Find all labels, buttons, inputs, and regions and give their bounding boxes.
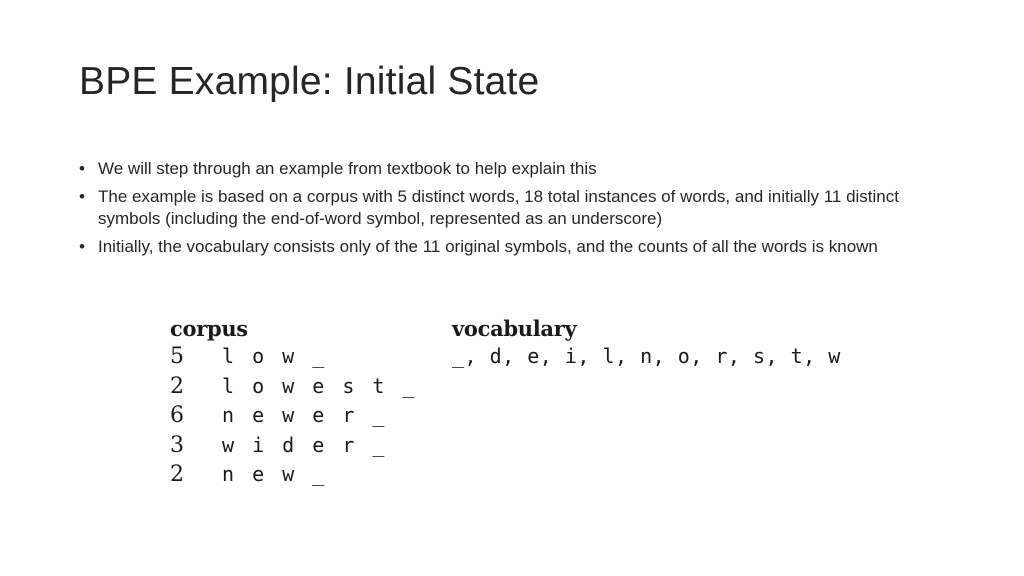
vocabulary-column [452,316,841,372]
bullet-text: The example is based on a corpus with 5 distinct words, 18 total instances of words, and initially 11 distinct symbols (including the end-of-word symbol, represented as an underscore) [98,187,899,228]
corpus-word: l o w _ [222,344,328,368]
vocabulary-list: _, d, e, i, l, n, o, r, s, t, w [452,344,841,368]
bullet-dot: • [79,159,85,178]
bullet-dot: • [79,187,85,206]
corpus-row [170,342,418,372]
bullet-text: Initially, the vocabulary consists only of the 11 original symbols, and the counts of all the words is known [98,237,878,256]
bullet-text: We will step through an example from textbook to help explain this [98,159,597,178]
corpus-word: n e w _ [222,462,328,486]
slide-title: BPE Example: Initial State [79,60,540,103]
corpus-word: w i d e r _ [222,432,388,457]
corpus-count: 5 [170,344,184,369]
corpus-word: n e w e r _ [222,403,388,427]
vocabulary-header: vocabulary [452,316,577,341]
corpus-count: 2 [170,462,184,487]
corpus-count: 2 [170,373,184,399]
bullet-dot: • [79,237,85,256]
corpus-row [170,431,418,461]
corpus-count: 6 [170,403,184,428]
bpe-figure [166,316,886,496]
bullet-list [79,158,959,264]
corpus-row [170,372,418,402]
corpus-word: l o w e s t _ [222,373,418,398]
bullet-item [79,186,959,230]
corpus-header: corpus [170,316,248,341]
corpus-row [170,460,418,490]
bullet-item [79,158,959,180]
corpus-row [170,401,418,431]
corpus-column [170,316,418,490]
bullet-item [79,236,959,258]
corpus-count: 3 [170,432,184,458]
